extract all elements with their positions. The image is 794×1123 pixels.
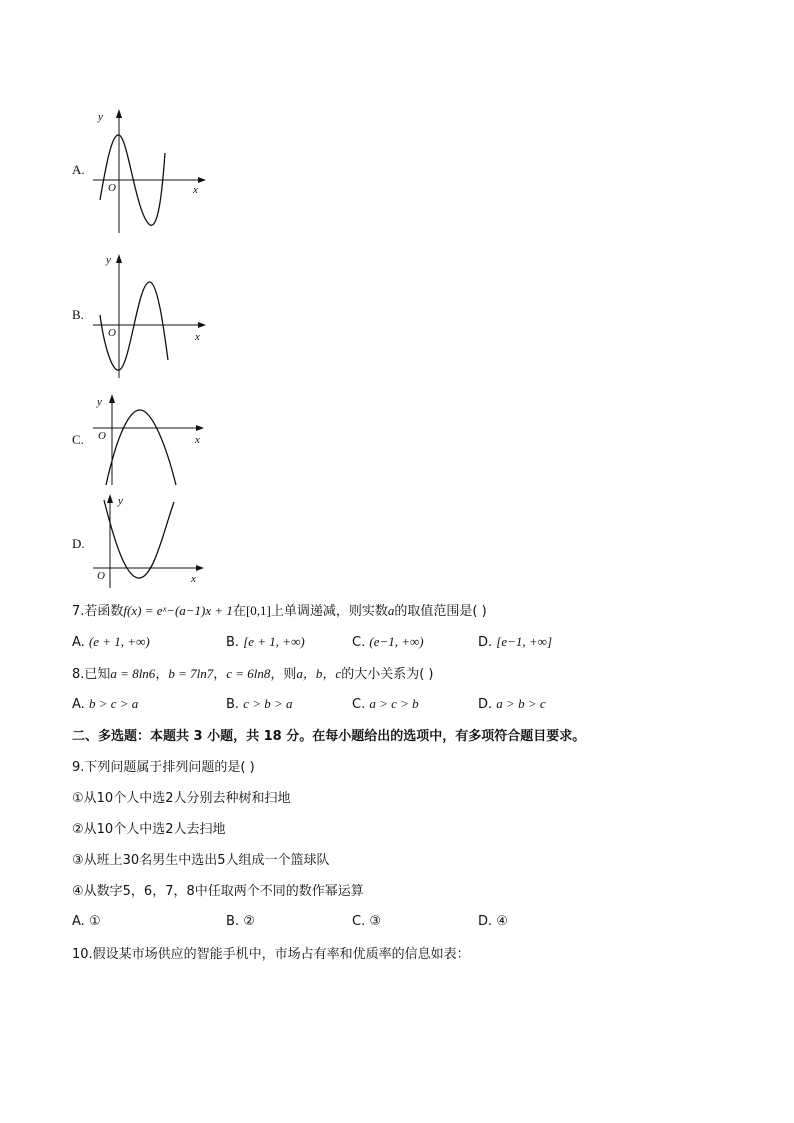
y-axis-label: y: [98, 111, 103, 123]
choice-b[interactable]: B. c > b > a: [226, 696, 293, 712]
section-2-title: 二、多选题：本题共 3 小题，共 18 分。在每小题给出的选项中，有多项符合题目要求。: [72, 729, 586, 744]
x-axis-label: x: [193, 184, 198, 196]
option-b-label: B.: [72, 307, 84, 322]
choice-c[interactable]: C. (e−1, +∞): [352, 634, 424, 650]
question-9-item-2: ②从10个人中选2人去扫地: [72, 822, 226, 837]
question-9-item-3: ③从班上30名男生中选出5人组成一个篮球队: [72, 853, 330, 868]
question-number: 8.: [72, 667, 85, 682]
choice-a[interactable]: A. b > c > a: [72, 696, 139, 712]
x-axis-label: x: [195, 434, 200, 446]
interval: [0,1]: [245, 603, 271, 618]
y-axis-label: y: [118, 495, 123, 507]
choice-d[interactable]: D. ④: [478, 914, 508, 929]
x-axis-label: x: [191, 573, 196, 585]
function-expression: f(x) = eˣ−(a−1)x + 1: [123, 603, 233, 618]
option-a-label: A.: [72, 162, 85, 177]
choice-d[interactable]: D. a > b > c: [478, 696, 546, 712]
origin-label: O: [108, 327, 116, 339]
origin-label: O: [108, 182, 116, 194]
question-9-choices: [72, 914, 732, 932]
question-7-stem: 7.若函数f(x) = eˣ−(a−1)x + 1在[0,1]上单调递减，则实数a的取值范围是( ): [72, 603, 487, 619]
question-9-item-1: ①从10个人中选2人分别去种树和扫地: [72, 791, 291, 806]
choice-a[interactable]: A. ①: [72, 914, 101, 929]
question-10-stem: 10.假设某市场供应的智能手机中，市场占有率和优质率的信息如表：: [72, 947, 470, 962]
question-8-stem: 8.已知a = 8ln6，b = 7ln7，c = 6ln8，则a，b，c的大小关系为( ): [72, 666, 434, 682]
choice-c[interactable]: C. ③: [352, 914, 382, 929]
x-axis-label: x: [195, 331, 200, 343]
question-9-stem: 9.下列问题属于排列问题的是( ): [72, 760, 255, 775]
option-d-label: D.: [72, 536, 85, 551]
question-8-choices: [72, 696, 732, 714]
choice-b[interactable]: B. [e + 1, +∞): [226, 634, 305, 650]
choice-c[interactable]: C. a > c > b: [352, 696, 419, 712]
choice-b[interactable]: B. ②: [226, 914, 255, 929]
question-number: 7.: [72, 604, 85, 619]
option-c-label: C.: [72, 432, 84, 447]
graph-d: [88, 490, 213, 590]
origin-label: O: [98, 430, 106, 442]
choice-a[interactable]: A. (e + 1, +∞): [72, 634, 150, 650]
origin-label: O: [97, 570, 105, 582]
graph-a: [88, 105, 213, 235]
choice-d[interactable]: D. [e−1, +∞]: [478, 634, 552, 650]
graph-b: [88, 250, 213, 380]
question-9-item-4: ④从数字5，6，7，8中任取两个不同的数作幂运算: [72, 884, 364, 899]
graph-c: [88, 390, 213, 490]
y-axis-label: y: [106, 254, 111, 266]
y-axis-label: y: [97, 396, 102, 408]
question-7-choices: [72, 634, 732, 652]
